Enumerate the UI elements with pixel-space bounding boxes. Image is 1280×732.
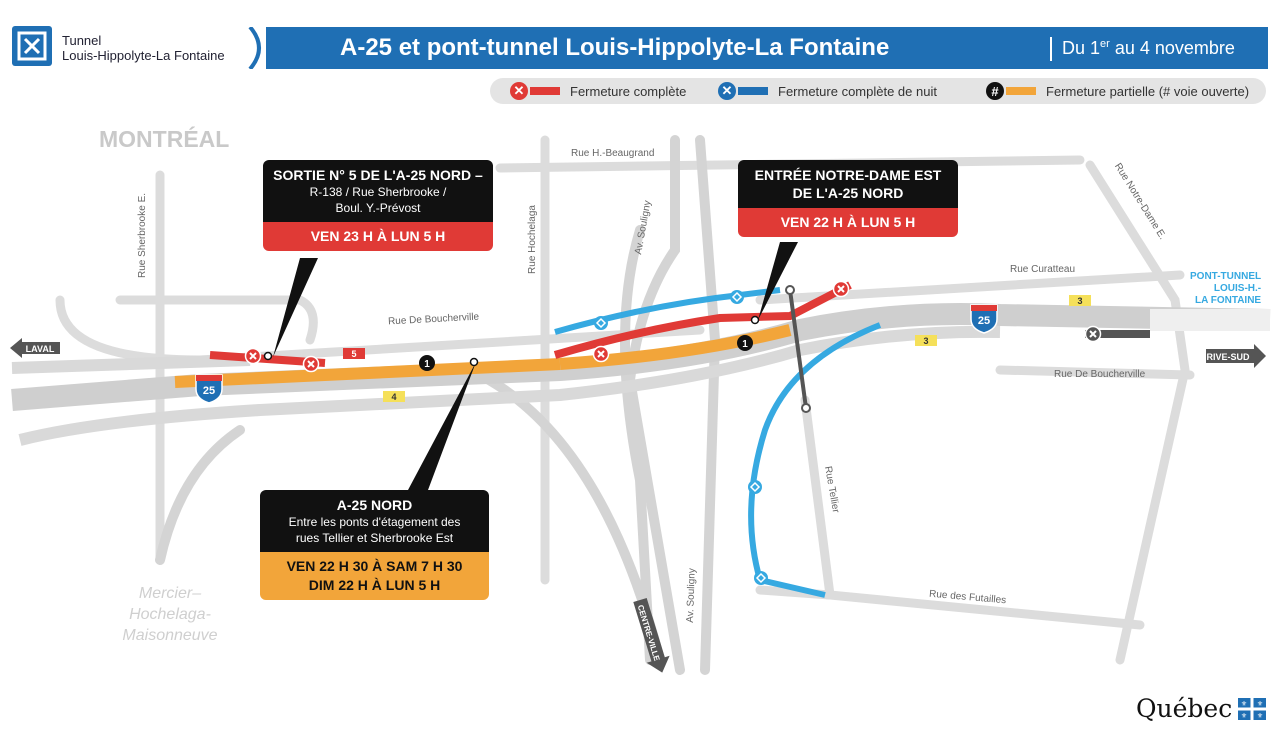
shield-number: 25 <box>977 315 991 327</box>
lane-plate <box>1069 295 1091 306</box>
tunnel-logo-icon <box>12 26 52 66</box>
svg-text:⚜: ⚜ <box>1240 713 1248 720</box>
tunnel-logo-text <box>62 33 225 63</box>
a25nord-header <box>260 490 489 552</box>
quebec-flag-icon <box>1238 698 1266 720</box>
street-label: Rue Curatteau <box>1010 264 1076 275</box>
legend-full-closure-label: Fermeture complète <box>570 83 687 99</box>
red-x-icon <box>246 349 261 364</box>
a25nord-time-1: VEN 22 H 30 À SAM 7 H 30 <box>286 558 463 574</box>
grey-x-icon <box>1086 327 1101 342</box>
a25nord-callout <box>260 490 489 600</box>
exit-5-plate <box>343 348 365 359</box>
laval-arrow-icon <box>10 338 60 358</box>
sortie5-title: SORTIE N° 5 DE L'A-25 NORD – <box>273 167 483 183</box>
street-label: Av. Souligny <box>633 199 654 256</box>
exit-number: 5 <box>351 349 357 359</box>
notredame-point-icon <box>752 317 759 324</box>
sortie5-header <box>263 160 493 222</box>
blue-diamond-icon <box>730 290 744 304</box>
legend-night-closure-label: Fermeture complète de nuit <box>778 83 937 99</box>
a25nord-point-icon <box>471 359 478 366</box>
legend-full-closure <box>510 78 686 104</box>
blue-diamond-icon <box>748 480 762 494</box>
svg-text:⚜: ⚜ <box>1240 701 1248 708</box>
blue-diamond-icon <box>754 571 768 585</box>
title-separator <box>1050 37 1052 61</box>
legend <box>490 78 1266 104</box>
rive-sud-arrow-icon <box>1206 344 1266 368</box>
notredame-title-1: ENTRÉE NOTRE-DAME EST <box>754 167 942 183</box>
a25nord-time <box>260 552 489 600</box>
sortie5-line-1: R-138 / Rue Sherbrooke / <box>309 185 447 199</box>
sortie5-line-2: Boul. Y.-Prévost <box>335 201 421 215</box>
street-label: Rue des Futailles <box>928 588 1007 607</box>
notredame-title-2: DE L'A-25 NORD <box>792 185 904 201</box>
open-lane-marker-icon <box>419 355 435 371</box>
a25nord-time-2: DIM 22 H À LUN 5 H <box>308 577 441 593</box>
street-label: Rue H.-Beaugrand <box>571 148 655 159</box>
lane-number: 3 <box>923 336 929 346</box>
page-title: A-25 et pont-tunnel Louis-Hippolyte-La Fontaine <box>340 34 890 61</box>
pont-tunnel-line-2: LOUIS-H.- <box>1213 283 1262 294</box>
red-x-icon <box>304 357 319 372</box>
sortie5-point-icon <box>265 353 272 360</box>
sortie5-callout <box>263 160 493 251</box>
blue-x-icon: ✕ <box>718 82 736 100</box>
lane-plate <box>383 391 405 402</box>
mercier-line-1: Mercier– <box>138 585 202 602</box>
open-lane-marker-icon <box>737 335 753 351</box>
a25nord-title: A-25 NORD <box>336 497 413 513</box>
sortie5-time: VEN 23 H À LUN 5 H <box>263 222 493 251</box>
street-label: Rue Hochelaga <box>526 205 538 274</box>
a25-shield-icon <box>971 305 997 333</box>
red-x-icon <box>834 282 849 297</box>
legend-partial-closure <box>986 78 1249 104</box>
svg-text:⚜: ⚜ <box>1256 701 1264 708</box>
notredame-time: VEN 22 H À LUN 5 H <box>738 208 958 237</box>
date-sup: er <box>1100 38 1110 50</box>
pont-tunnel-line-1: PONT-TUNNEL <box>1190 271 1262 282</box>
street-label: Av. Souligny <box>684 567 698 624</box>
quebec-logo-text: Québec <box>1136 694 1233 723</box>
lane-number: 4 <box>391 392 397 402</box>
red-x-icon <box>594 347 609 362</box>
montreal-label: MONTRÉAL <box>99 126 230 152</box>
red-x-icon: ✕ <box>510 82 528 100</box>
a25nord-line-2: rues Tellier et Sherbrooke Est <box>295 531 454 545</box>
open-lane-count: 1 <box>424 359 430 370</box>
logo-line-1: Tunnel <box>62 33 102 48</box>
overpass-node-icon <box>786 286 794 294</box>
blue-diamond-icon <box>594 316 608 330</box>
date-suffix: au 4 novembre <box>1109 38 1235 58</box>
red-bar <box>530 87 560 95</box>
pont-tunnel-line-3: LA FONTAINE <box>1195 295 1262 306</box>
mercier-label <box>110 583 230 646</box>
pont-tunnel-label <box>1190 271 1261 307</box>
open-lane-count: 1 <box>742 339 748 350</box>
laval-label: LAVAL <box>25 344 55 354</box>
lane-plate <box>915 335 937 346</box>
street-label: Rue Notre-Dame E. <box>1111 161 1168 242</box>
street-label: Rue De Boucherville <box>387 311 480 328</box>
blue-bar <box>738 87 768 95</box>
lane-number: 3 <box>1077 296 1083 306</box>
notredame-header <box>738 160 958 208</box>
notredame-callout <box>738 160 958 237</box>
a25-shield-icon <box>196 375 222 403</box>
logo-line-2: Louis-Hippolyte-La Fontaine <box>62 48 225 63</box>
legend-night-closure <box>718 78 937 104</box>
overpass-node-icon <box>802 404 810 412</box>
shield-number: 25 <box>202 385 216 397</box>
mercier-line-2: Hochelaga- <box>129 606 211 623</box>
street-label: Rue De Boucherville <box>1054 369 1146 380</box>
a25nord-line-1: Entre les ponts d'étagement des <box>288 515 461 529</box>
street-label: Rue Tellier <box>822 465 842 514</box>
date-prefix: Du 1 <box>1062 38 1101 58</box>
legend-partial-closure-label: Fermeture partielle (# voie ouverte) <box>1046 83 1250 99</box>
svg-text:⚜: ⚜ <box>1256 713 1264 720</box>
date-range <box>1062 38 1235 59</box>
orange-bar <box>1006 87 1036 95</box>
street-label: Rue Sherbrooke E. <box>137 192 149 279</box>
rive-sud-label: RIVE-SUD <box>1206 352 1250 362</box>
hash-icon: # <box>986 82 1004 100</box>
mercier-line-3: Maisonneuve <box>122 627 218 644</box>
centre-ville-label: CENTRE-VILLE <box>635 603 662 663</box>
